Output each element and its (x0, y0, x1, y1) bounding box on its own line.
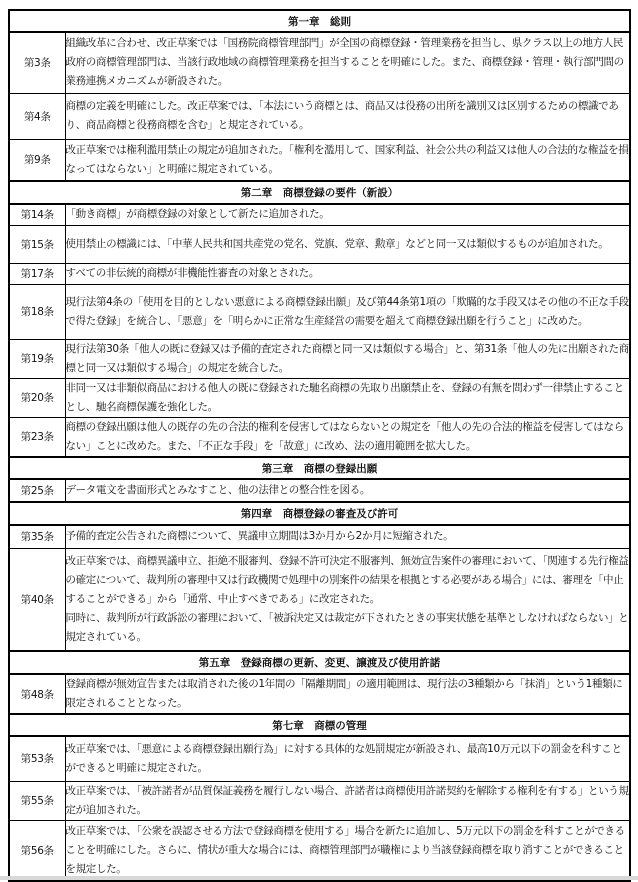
article-summary-paragraph: 同時に、裁判所が行政訴訟の審理において、「被訴決定又は裁定が下されたときの事実状態を基準としなければならない」と規定されている。 (65, 611, 629, 643)
article-summary: 現行法第4条の「使用を目的としない悪意による商標登録出願」及び第44条第1項の「欺瞞的な手段又はその他の不正な手段で得た登録」を統合し、「悪意」を「明らかに正常な生産経営の需要を超えて商標登録出願を行うこと」に改めた。 (65, 284, 630, 339)
chapter-heading: 第五章 登録商標の更新、変更、譲渡及び使用許諾 (9, 651, 630, 674)
chapter-row (9, 502, 630, 525)
amendment-summary-table (8, 9, 631, 882)
article-row (9, 263, 630, 284)
chapter-heading: 第三章 商標の登録出願 (9, 457, 630, 479)
article-summary: すべての非伝統的商標が非機能性審査の対象とされた。 (65, 263, 630, 284)
article-number: 第9条 (9, 139, 65, 181)
article-row (9, 820, 630, 881)
article-summary: 改正草案では、「悪意による商標登録出願行為」に対する具体的な処罰規定が新設され、最高10万元以下の罰金を科すことができると明確に規定された。 (65, 736, 630, 781)
article-number: 第40条 (9, 548, 65, 651)
article-row (9, 417, 630, 457)
article-row (9, 674, 630, 714)
article-number: 第53条 (9, 736, 65, 781)
article-row (9, 378, 630, 417)
article-row (9, 225, 630, 263)
article-number: 第17条 (9, 263, 65, 284)
article-row (9, 139, 630, 181)
article-summary: 予備的査定公告された商標について、異議申立期間は3か月から2か月に短縮された。 (65, 525, 630, 548)
article-row (9, 284, 630, 339)
chapter-heading: 第一章 総則 (9, 10, 630, 32)
article-row (9, 32, 630, 93)
article-summary: 商標の登録出願は他人の既存の先の合法的権利を侵害してはならないとの規定を「他人の先の合法的権益を侵害してはならない」ことに改めた。また、「不正な手段」を「故意」に改め、法の適用範囲を拡大した。 (65, 417, 630, 457)
article-number: 第56条 (9, 820, 65, 881)
chapter-row (9, 181, 630, 204)
article-number: 第48条 (9, 674, 65, 714)
article-number: 第55条 (9, 781, 65, 820)
article-row (9, 339, 630, 378)
article-summary: 改正草案では、「被許諾者が品質保証義務を履行しない場合、許諾者は商標使用許諾契約を解除する権利を有する」という規定が追加された。 (65, 781, 630, 820)
chapter-heading: 第四章 商標登録の審査及び許可 (9, 502, 630, 525)
article-summary: 登録商標が無効宣告または取消された後の1年間の「隔離期間」の適用範囲は、現行法の3種類から「抹消」という1種類に限定されることとなった。 (65, 674, 630, 714)
chapter-row (9, 714, 630, 736)
article-row (9, 525, 630, 548)
article-summary: 非同一又は非類似商品における他人の既に登録された馳名商標の先取り出願禁止を、登録の有無を問わず一律禁止することとし、馳名商標保護を強化した。 (65, 378, 630, 417)
chapter-heading: 第二章 商標登録の要件（新設） (9, 181, 630, 204)
chapter-row (9, 651, 630, 674)
article-number: 第18条 (9, 284, 65, 339)
article-number: 第35条 (9, 525, 65, 548)
article-summary: データ電文を書面形式とみなすこと、他の法律との整合性を図る。 (65, 479, 630, 502)
article-summary: 商標の定義を明確にした。改正草案では、「本法にいう商標とは、商品又は役務の出所を識別又は区別するための標識であり、商品商標と役務商標を含む」と規定されている。 (65, 93, 630, 139)
article-summary: 現行法第30条「他人の既に登録又は予備的査定された商標と同一又は類似する場合」と、第31条「他人の先に出願された商標と同一又は類似する場合」の規定を統合した。 (65, 339, 630, 378)
page-bottom-edge (0, 876, 638, 880)
article-number: 第15条 (9, 225, 65, 263)
article-row (9, 479, 630, 502)
article-summary: 使用禁止の標識には、「中華人民共和国共産党の党名、党旗、党章、勲章」などと同一又は類似するものが追加された。 (65, 225, 630, 263)
article-row (9, 204, 630, 225)
article-summary: 改正草案では権利濫用禁止の規定が追加された。「権利を濫用して、国家利益、社会公共の利益又は他人の合法的な権益を損なってはならない」と明確に規定されている。 (65, 139, 630, 181)
article-row (9, 548, 630, 651)
article-row (9, 93, 630, 139)
article-number: 第20条 (9, 378, 65, 417)
article-row (9, 781, 630, 820)
article-summary (65, 548, 630, 651)
article-number: 第25条 (9, 479, 65, 502)
article-number: 第3条 (9, 32, 65, 93)
article-summary: 組織改革に合わせ、改正草案では「国務院商標管理部門」が全国の商標登録・管理業務を担当し、県クラス以上の地方人民政府の商標管理部門は、当該行政地域の商標管理業務を担当することを明確にした。また、商標登録・管理・執行部門間の業務連携メカニズムが新設された。 (65, 32, 630, 93)
article-summary-paragraph: 改正草案では、商標異議申立、拒絶不服審判、登録不許可決定不服審判、無効宣告案件の審理において、「関連する先行権益の確定について、裁判所の審理中又は行政機関で処理中の別案件の結果を根拠とする必要がある場合」には、審理を「中止することができる」から「通常、中止すべきである」に改定された。 (65, 554, 629, 605)
article-summary: 改正草案では、「公衆を誤認させる方法で登録商標を使用する」場合を新たに追加し、5万元以下の罰金を科すことができることを明確にした。さらに、情状が重大な場合には、商標管理部門が職権により当該登録商標を取り消すことができることを規定した。 (65, 820, 630, 881)
chapter-heading: 第七章 商標の管理 (9, 714, 630, 736)
article-summary: 「動き商標」が商標登録の対象として新たに追加された。 (65, 204, 630, 225)
article-number: 第14条 (9, 204, 65, 225)
article-number: 第23条 (9, 417, 65, 457)
article-number: 第4条 (9, 93, 65, 139)
chapter-row (9, 457, 630, 479)
article-row (9, 736, 630, 781)
chapter-row (9, 10, 630, 32)
article-number: 第19条 (9, 339, 65, 378)
